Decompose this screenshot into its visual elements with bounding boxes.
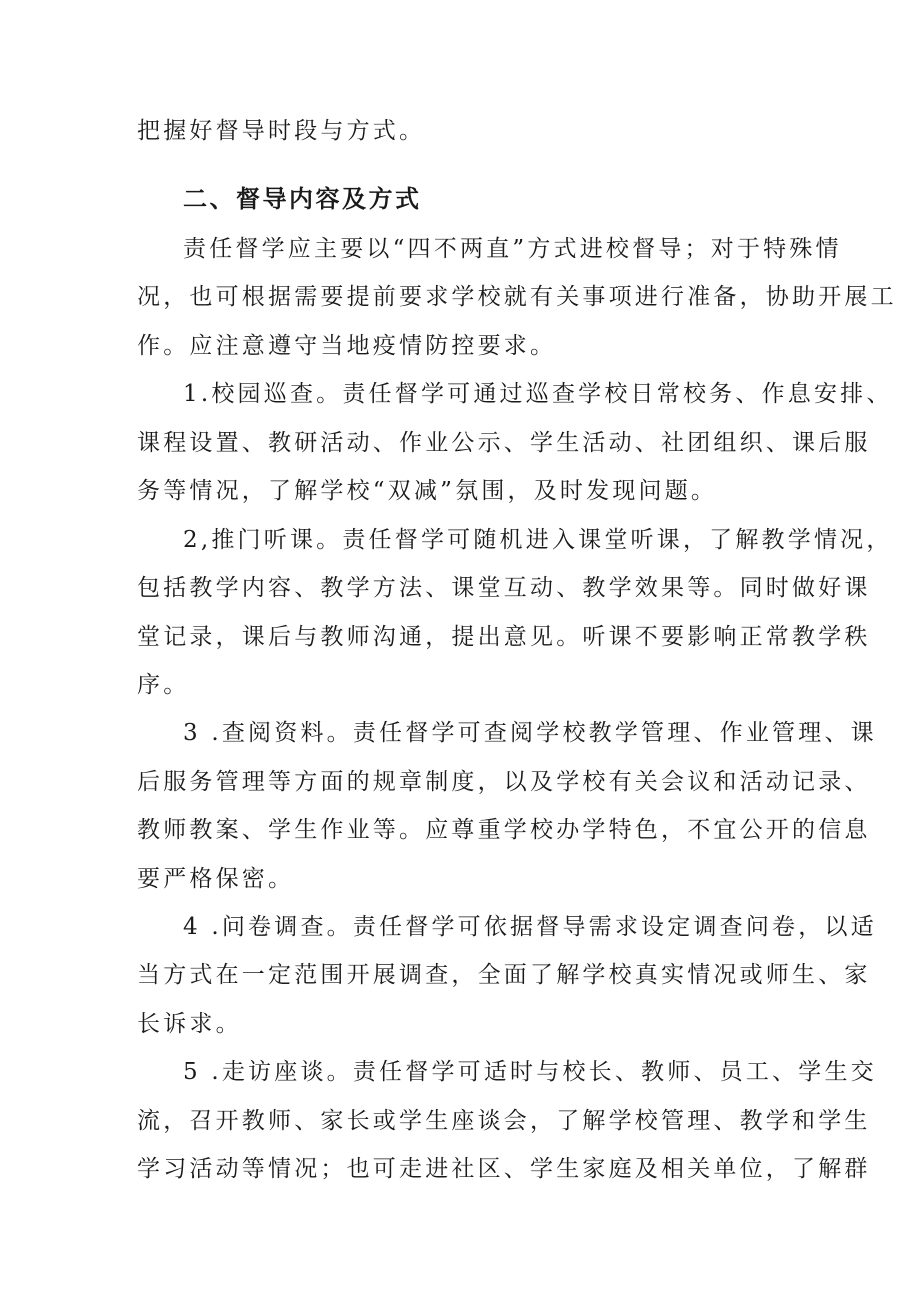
item-2-line-4: 序。: [137, 672, 190, 698]
section-heading: 二、督导内容及方式: [183, 185, 422, 213]
item-1-line-3: 务等情况，了解学校“双减”氛围，及时发现问题。: [137, 478, 718, 504]
item-4-line-3: 长诉求。: [137, 1011, 242, 1037]
item-5-line-3: 学习活动等情况；也可走进社区、学生家庭及相关单位，了解群: [137, 1156, 871, 1182]
item-5-line-2: 流，召开教师、家长或学生座谈会，了解学校管理、教学和学生: [137, 1108, 871, 1134]
item-3-line-3: 教师教案、学生作业等。应尊重学校办学特色，不宜公开的信息: [137, 817, 871, 843]
item-5-line-1: 5 .走访座谈。责任督学可适时与校长、教师、员工、学生交: [183, 1059, 877, 1085]
item-2-line-3: 堂记录，课后与教师沟通，提出意见。听课不要影响正常教学秩: [137, 624, 871, 650]
intro-line-2: 况，也可根据需要提前要求学校就有关事项进行准备，协助开展工: [137, 284, 897, 310]
item-4-line-2: 当方式在一定范围开展调查，全面了解学校真实情况或师生、家: [137, 962, 871, 988]
intro-line-3: 作。应注意遵守当地疫情防控要求。: [137, 333, 557, 359]
item-3-line-4: 要严格保密。: [137, 866, 295, 892]
item-2-line-1: 2,推门听课。责任督学可随机进入课堂听课，了解教学情况，: [183, 527, 893, 553]
item-2-line-2: 包括教学内容、教学方法、课堂互动、教学效果等。同时做好课: [137, 575, 871, 601]
item-3-line-1: 3 .查阅资料。责任督学可查阅学校教学管理、作业管理、课: [183, 720, 877, 746]
item-1-line-2: 课程设置、教研活动、作业公示、学生活动、社团组织、课后服: [137, 430, 871, 456]
intro-line-1: 责任督学应主要以“四不两直”方式进校督导；对于特殊情: [183, 236, 842, 262]
lead-line: 把握好督导时段与方式。: [137, 118, 426, 144]
item-4-line-1: 4 .问卷调查。责任督学可依据督导需求设定调查问卷，以适: [183, 914, 877, 940]
item-3-line-2: 后服务管理等方面的规章制度，以及学校有关会议和活动记录、: [137, 769, 871, 795]
item-1-line-1: 1.校园巡查。责任督学可通过巡查学校日常校务、作息安排、: [183, 381, 893, 407]
